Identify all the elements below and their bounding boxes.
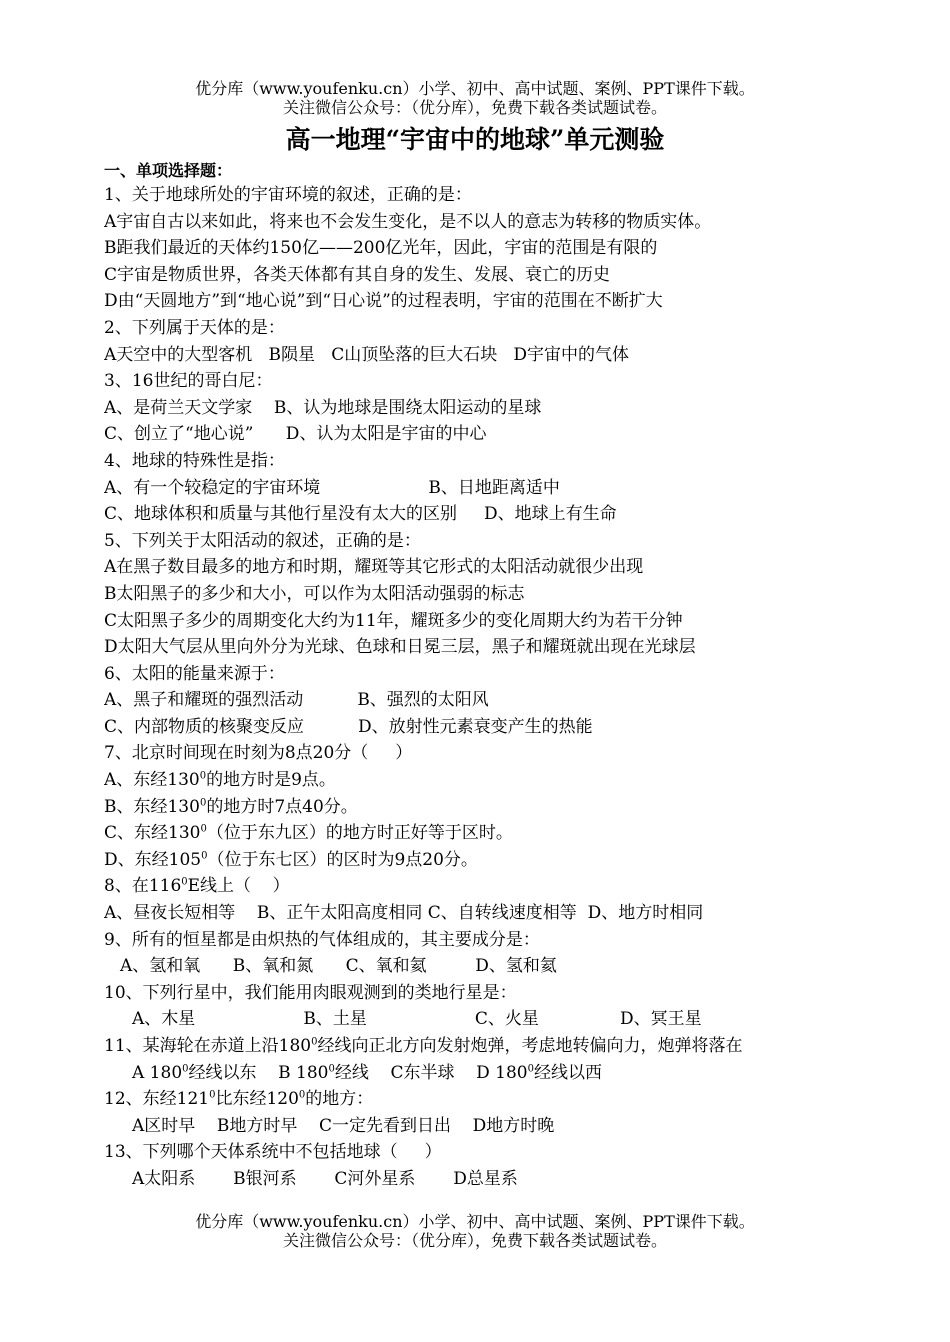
page-title: 高一地理“宇宙中的地球”单元测验 <box>285 125 665 154</box>
q11-stem: 11、某海轮在赤道上沿$180^0$经线向正北方向发射炮弹，考虑地转偏向力，炮弹将落在 <box>104 1036 743 1056</box>
page-header <box>0 79 950 117</box>
degree-mark: 0 <box>209 1089 216 1101</box>
q5-option-d: D太阳大气层从里向外分为光球、色球和日冕三层，黑子和耀斑就出现在光球层 <box>104 637 696 658</box>
q7-option-d: D、东经$105^0$（位于东七区）的区时为9点20分。 <box>104 849 478 870</box>
q7-stem: 7、北京时间现在时刻为8点20分（ ） <box>104 743 413 764</box>
q9-options: A、氢和氧 B、氧和氮 C、氧和氦 D、氢和氦 <box>120 956 557 977</box>
q2-stem: 2、下列属于天体的是： <box>104 317 285 338</box>
q5-stem: 5、下列关于太阳活动的叙述，正确的是： <box>104 530 421 551</box>
q3-options-cd: C、创立了“地心说” D、认为太阳是宇宙的中心 <box>104 424 487 445</box>
q6-options-ab: A、黑子和耀斑的强烈活动 B、强烈的太阳风 <box>104 690 489 711</box>
q6-options-cd: C、内部物质的核聚变反应 D、放射性元素衰变产生的热能 <box>104 716 593 737</box>
q10-options: A、木星 B、土星 C、火星 D、冥王星 <box>132 1009 702 1030</box>
degree-mark: 0 <box>201 850 208 862</box>
q4-options-ab: A、有一个较稳定的宇宙环境 B、日地距离适中 <box>104 477 560 498</box>
q12-stem: 12、东经$121^0$比东经$120^0$的地方： <box>104 1089 374 1110</box>
q4-options-cd: C、地球体积和质量与其他行星没有太大的区别 D、地球上有生命 <box>104 504 617 525</box>
footer-line-1: 优分库（www.youfenku.cn）小学、初中、高中试题、案例、PPT课件下载。 <box>195 1212 755 1231</box>
q3-options-ab: A、是荷兰天文学家 B、认为地球是围绕太阳运动的星球 <box>104 397 542 418</box>
q1-stem: 1、关于地球所处的宇宙环境的叙述，正确的是： <box>104 185 472 205</box>
page-footer <box>0 1212 950 1250</box>
q1-option-d: D由“天圆地方”到“地心说”到“日心说”的过程表明，宇宙的范围在不断扩大 <box>104 291 663 312</box>
q5-option-a: A在黑子数目最多的地方和时期，耀斑等其它形式的太阳活动就很少出现 <box>104 557 644 578</box>
q4-stem: 4、地球的特殊性是指： <box>104 450 285 471</box>
degree-mark: 0 <box>298 1089 306 1101</box>
degree-mark: 0 <box>182 1062 189 1074</box>
header-line-2: 关注微信公众号：（优分库），免费下载各类试题试卷。 <box>282 98 667 117</box>
q9-stem: 9、所有的恒星都是由炽热的气体组成的，其主要成分是： <box>104 929 540 950</box>
degree-mark: 0 <box>181 876 188 888</box>
q7-option-c: C、东经$130^0$（位于东九区）的地方时正好等于区时。 <box>104 823 513 844</box>
q13-stem: 13、下列哪个天体系统中不包括地球（ ） <box>104 1142 442 1163</box>
degree-mark: 0 <box>311 1036 318 1048</box>
q1-option-b: B距我们最近的天体约150亿——200亿光年，因此，宇宙的范围是有限的 <box>104 238 658 259</box>
q10-stem: 10、下列行星中，我们能用肉眼观测到的类地行星是： <box>104 982 517 1003</box>
degree-mark: 0 <box>199 797 207 808</box>
q12-options: A区时早 B地方时早 C一定先看到日出 D地方时晚 <box>132 1115 555 1136</box>
header-line-1: 优分库（www.youfenku.cn）小学、初中、高中试题、案例、PPT课件下载。 <box>195 79 755 98</box>
degree-mark: 0 <box>328 1062 335 1074</box>
section-heading: 一、单项选择题： <box>104 161 233 180</box>
q5-option-c: C太阳黑子多少的周期变化大约为11年，耀斑多少的变化周期大约为若干分钟 <box>104 610 683 631</box>
q1-option-c: C宇宙是物质世界，各类天体都有其自身的发生、发展、衰亡的历史 <box>104 264 611 285</box>
exam-body <box>104 160 924 1193</box>
degree-mark: 0 <box>527 1062 534 1074</box>
q6-stem: 6、太阳的能量来源于： <box>104 663 285 684</box>
q3-stem: 3、16世纪的哥白尼： <box>104 371 273 392</box>
q8-options: A、昼夜长短相等 B、正午太阳高度相同 C、自转线速度相等 D、地方时相同 <box>104 903 704 924</box>
q2-options: A天空中的大型客机 B陨星 C山顶坠落的巨大石块 D宇宙中的气体 <box>104 344 630 365</box>
q8-stem: 8、在$116^0E$线上（ ） <box>104 876 290 897</box>
footer-line-2: 关注微信公众号：（优分库），免费下载各类试题试卷。 <box>282 1231 667 1250</box>
q1-option-a: A宇宙自古以来如此，将来也不会发生变化，是不以人的意志为转移的物质实体。 <box>104 211 712 232</box>
q7-option-b: B、东经$130^0$的地方时7点40分。 <box>104 796 358 817</box>
q13-options: A太阳系 B银河系 C河外星系 D总星系 <box>132 1168 518 1189</box>
q11-options: A $180^0$经线以东 B $180^0$经线 C东半球 D $180^0$经线以西 <box>132 1062 602 1083</box>
q7-option-a: A、东经$130^0$的地方时是9点。 <box>104 770 336 791</box>
degree-mark: 0 <box>200 823 207 835</box>
q5-option-b: B太阳黑子的多少和大小，可以作为太阳活动强弱的标志 <box>104 583 525 604</box>
degree-mark: 0 <box>199 770 207 782</box>
